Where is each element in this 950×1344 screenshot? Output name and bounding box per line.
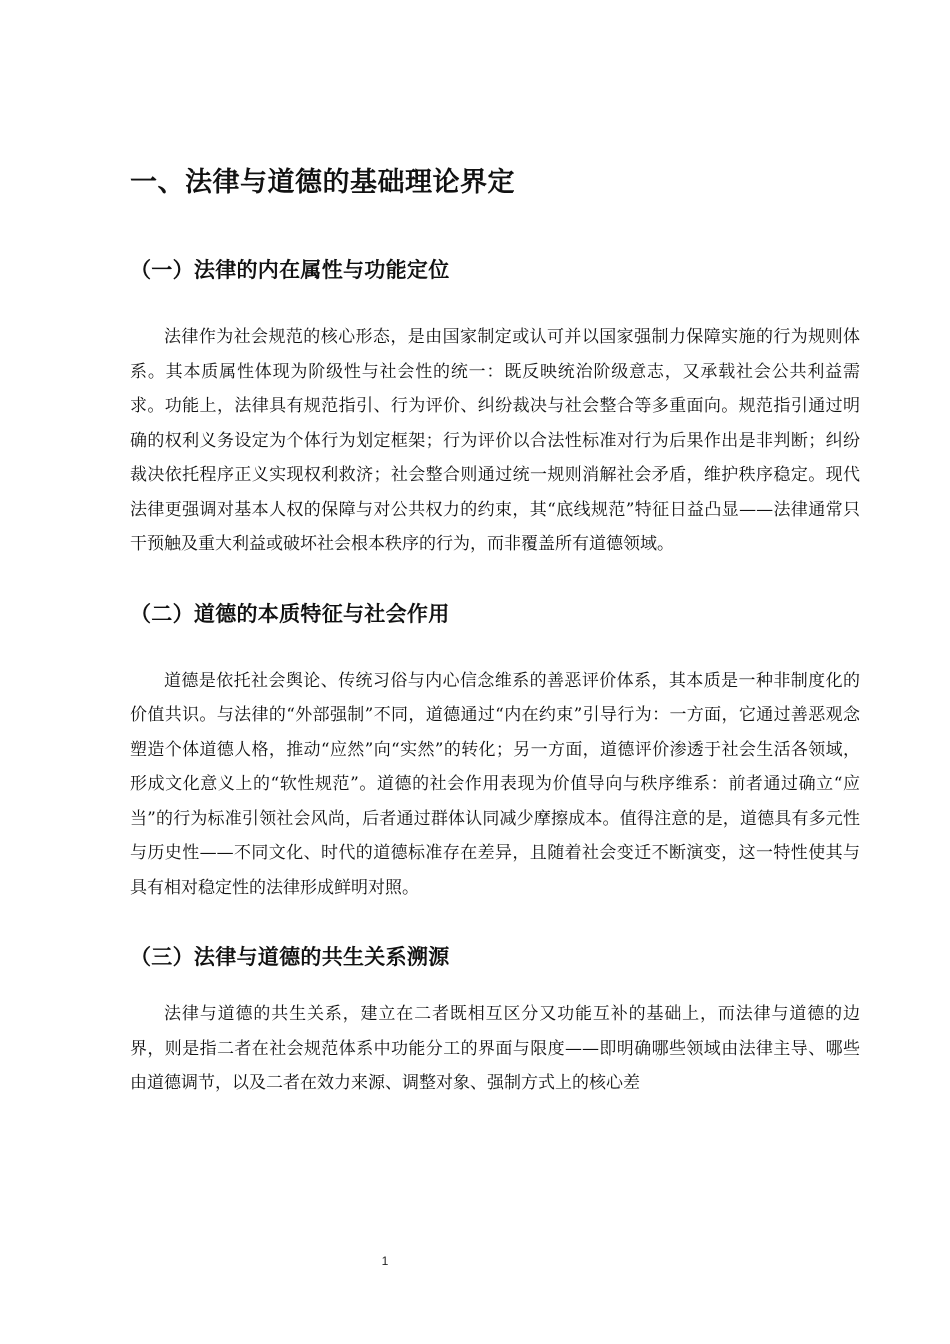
section-heading: 一、法律与道德的基础理论界定 [130, 167, 515, 198]
subsection-heading-1: （一）法律的内在属性与功能定位 [130, 258, 450, 282]
page-content [130, 158, 860, 1101]
paragraph-1: 法律作为社会规范的核心形态，是由国家制定或认可并以国家强制力保障实施的行为规则体系。其本质属性体现为阶级性与社会性的统一：既反映统治阶级意志，又承载社会公共利益需求。功能上，法律具有规范指引、行为评价、纠纷裁决与社会整合等多重面向。规范指引通过明确的权利义务设定为个体行为划定框架；行为评价以合法性标准对行为后果作出是非判断；纠纷裁决依托程序正义实现权利救济；社会整合则通过统一规则消解社会矛盾，维护秩序稳定。现代法律更强调对基本人权的保障与对公共权力的约束，其“底线规范”特征日益凸显——法律通常只干预触及重大利益或破坏社会根本秩序的行为，而非覆盖所有道德领域。 [130, 327, 860, 554]
page-number: 1 [381, 1254, 389, 1268]
paragraph-3: 法律与道德的共生关系，建立在二者既相互区分又功能互补的基础上，而法律与道德的边界，则是指二者在社会规范体系中功能分工的界面与限度——即明确哪些领域由法律主导、哪些由道德调节，以及二者在效力来源、调整对象、强制方式上的核心差 [130, 1004, 860, 1093]
subsection-heading-3: （三）法律与道德的共生关系溯源 [130, 945, 450, 969]
subsection-heading-2: （二）道德的本质特征与社会作用 [130, 601, 450, 626]
paragraph-2: 道德是依托社会舆论、传统习俗与内心信念维系的善恶评价体系，其本质是一种非制度化的价值共识。与法律的“外部强制”不同，道德通过“内在约束”引导行为：一方面，它通过善恶观念塑造个体道德人格，推动“应然”向“实然”的转化；另一方面，道德评价渗透于社会生活各领域，形成文化意义上的“软性规范”。道德的社会作用表现为价值导向与秩序维系：前者通过确立“应当”的行为标准引领社会风尚，后者通过群体认同减少摩擦成本。值得注意的是，道德具有多元性与历史性——不同文化、时代的道德标准存在差异，且随着社会变迁不断演变，这一特性使其与具有相对稳定性的法律形成鲜明对照。 [130, 670, 860, 898]
